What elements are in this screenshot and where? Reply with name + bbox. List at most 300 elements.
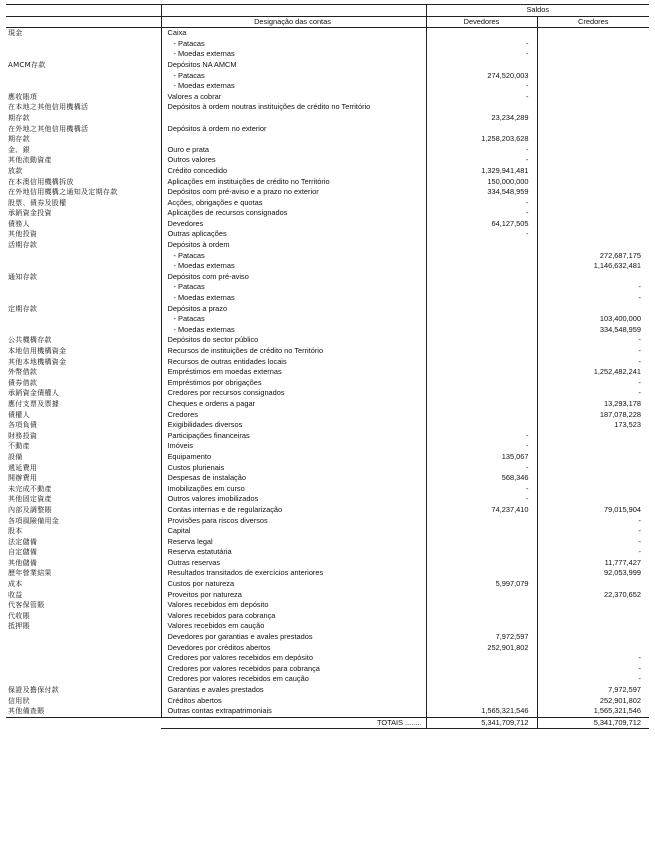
- table-row: [6, 240, 649, 251]
- table-row: [6, 39, 649, 50]
- account-name-pt: Credores por recursos consignados: [161, 388, 426, 399]
- account-name-zh: 開辦費用: [6, 473, 161, 484]
- account-name-pt: Outros valores imobilizados: [161, 494, 426, 505]
- table-row: [6, 261, 649, 272]
- table-row: [6, 473, 649, 484]
- account-name-zh: 通知存款: [6, 272, 161, 283]
- account-name-pt: Outros valores: [161, 155, 426, 166]
- table-row: [6, 494, 649, 505]
- table-row: [6, 484, 649, 495]
- debit-balance: -: [426, 81, 537, 92]
- debit-balance: 1,329,941,481: [426, 166, 537, 177]
- debit-balance: [426, 314, 537, 325]
- account-name-zh: 各項負債: [6, 420, 161, 431]
- totals-devedores: 5,341,709,712: [426, 717, 537, 729]
- debit-balance: -: [426, 39, 537, 50]
- credit-balance: [537, 155, 649, 166]
- table-row: [6, 388, 649, 399]
- debit-balance: [426, 621, 537, 632]
- credit-balance: [537, 632, 649, 643]
- account-name-zh: 設備: [6, 452, 161, 463]
- account-name-zh: 其他流動資產: [6, 155, 161, 166]
- table-row: [6, 431, 649, 442]
- credit-balance: 11,777,427: [604, 557, 642, 567]
- debit-balance: 64,127,505: [426, 219, 537, 230]
- account-name-pt: Valores recebidos para cobrança: [161, 611, 426, 622]
- debit-balance: [426, 388, 537, 399]
- debit-balance: [426, 282, 537, 293]
- debit-balance: [426, 272, 537, 283]
- table-row: [6, 632, 649, 643]
- account-name-zh: 抵押賬: [6, 621, 161, 632]
- credit-balance: -: [638, 653, 642, 663]
- debit-balance: [426, 696, 537, 707]
- table-row: [6, 441, 649, 452]
- credit-balance: [537, 124, 649, 135]
- debit-balance: [426, 399, 537, 410]
- table-row: [6, 558, 649, 569]
- credit-balance: [537, 473, 649, 484]
- debit-balance: [426, 568, 537, 579]
- debit-balance: [426, 304, 537, 315]
- account-name-zh: 承銷資金債權人: [6, 388, 161, 399]
- credit-balance: -: [638, 377, 642, 387]
- table-row: [6, 526, 649, 537]
- credit-balance: 272,687,175: [599, 250, 642, 260]
- debit-balance: -: [426, 431, 537, 442]
- account-name-zh: [6, 653, 161, 664]
- credit-balance: 1,146,632,481: [593, 261, 642, 271]
- table-row: [6, 685, 649, 696]
- table-row: [6, 664, 649, 675]
- credit-balance: [537, 441, 649, 452]
- account-name-zh: 其他本地機構資金: [6, 357, 161, 368]
- account-name-pt: Crédito concedido: [161, 166, 426, 177]
- table-row: [6, 208, 649, 219]
- table-row: [6, 399, 649, 410]
- table-row: [6, 579, 649, 590]
- account-name-pt: Recursos de instituições de crédito no Território: [161, 346, 426, 357]
- account-name-zh: 在本地之其他信用機構活: [6, 102, 161, 113]
- table-row: [6, 674, 649, 685]
- table-row: [6, 378, 649, 389]
- account-name-zh: 其他固定資產: [6, 494, 161, 505]
- credit-balance: -: [638, 663, 642, 673]
- debit-balance: [426, 28, 537, 39]
- debit-balance: [426, 251, 537, 262]
- saldos-heading: Saldos: [426, 5, 649, 17]
- account-name-zh: AMCM存款: [6, 60, 161, 71]
- table-row: [6, 420, 649, 431]
- credit-balance: [537, 49, 649, 60]
- account-name-pt: Recursos de outras entidades locais: [161, 357, 426, 368]
- account-name-pt: Depósitos a prazo: [161, 304, 426, 315]
- table-row: [6, 505, 649, 516]
- credit-balance: [537, 643, 649, 654]
- account-name-pt: Caixa: [161, 28, 426, 39]
- debit-balance: 5,997,079: [426, 579, 537, 590]
- credit-balance: [537, 198, 649, 209]
- table-row: [6, 124, 649, 135]
- credit-balance: [537, 579, 649, 590]
- account-name-zh: [6, 81, 161, 92]
- table-row: [6, 71, 649, 82]
- table-row: [6, 547, 649, 558]
- table-row: [6, 357, 649, 368]
- debit-balance: -: [426, 208, 537, 219]
- account-name-zh: 公共機構存款: [6, 335, 161, 346]
- credit-balance: 252,901,802: [599, 695, 642, 705]
- account-name-zh: 金、銀: [6, 145, 161, 156]
- credit-balance: [537, 452, 649, 463]
- debit-balance: [426, 611, 537, 622]
- debit-balance: -: [426, 229, 537, 240]
- table-row: [6, 49, 649, 60]
- account-name-zh: [6, 49, 161, 60]
- credit-balance: 13,293,178: [604, 398, 642, 408]
- debit-balance: [426, 516, 537, 527]
- account-name-zh: [6, 314, 161, 325]
- debit-balance: -: [426, 145, 537, 156]
- debit-balance: [426, 261, 537, 272]
- credit-balance: [537, 166, 649, 177]
- account-name-zh: 其他備查賬: [6, 706, 161, 717]
- debit-balance: -: [426, 92, 537, 103]
- table-row: [6, 177, 649, 188]
- account-name-zh: 自定儲備: [6, 547, 161, 558]
- credit-balance: 103,400,000: [599, 314, 642, 324]
- account-name-zh: 在本澳信用機構拆放: [6, 177, 161, 188]
- credit-balance: [537, 145, 649, 156]
- account-name-zh: [6, 71, 161, 82]
- account-name-pt: Depósitos NA AMCM: [161, 60, 426, 71]
- table-row: [6, 325, 649, 336]
- table-row: [6, 600, 649, 611]
- debit-balance: 1,258,203,628: [426, 134, 537, 145]
- credit-balance: 7,972,597: [608, 685, 642, 694]
- account-name-pt: Custos plurienais: [161, 463, 426, 474]
- credit-balance: -: [638, 674, 642, 684]
- debit-balance: 150,000,000: [426, 177, 537, 188]
- account-name-pt: Contas internas e de regularização: [161, 505, 426, 516]
- account-name-pt: Equipamento: [161, 452, 426, 463]
- credit-balance: -: [638, 526, 642, 536]
- debit-balance: -: [426, 198, 537, 209]
- account-name-pt: Depósitos à ordem noutras instituições de crédito no Território: [161, 102, 426, 113]
- credit-balance: 22,370,652: [604, 589, 642, 599]
- table-row: [6, 28, 649, 39]
- account-name-zh: 保證及擔保付款: [6, 685, 161, 696]
- account-name-pt: Devedores: [161, 219, 426, 230]
- account-name-pt: Credores por valores recebidos em caução: [161, 674, 426, 685]
- credit-balance: [537, 611, 649, 622]
- account-name-zh: 未完成不動產: [6, 484, 161, 495]
- debit-balance: 274,520,003: [426, 71, 537, 82]
- account-name-zh: 在外地之其他信用機構活: [6, 124, 161, 135]
- account-name-zh: [6, 39, 161, 50]
- account-name-zh: 外幣借款: [6, 367, 161, 378]
- table-row: [6, 113, 649, 124]
- table-row: [6, 272, 649, 283]
- account-name-zh: [6, 251, 161, 262]
- debit-balance: [426, 240, 537, 251]
- account-name-zh: 現金: [6, 28, 161, 39]
- credit-balance: -: [638, 293, 642, 303]
- credit-balance: [537, 177, 649, 188]
- debit-balance: -: [426, 49, 537, 60]
- account-name-pt: Outras contas extrapatrimoniais: [161, 706, 426, 717]
- credit-balance: [537, 208, 649, 219]
- debit-balance: [426, 367, 537, 378]
- credit-balance: [537, 219, 649, 230]
- account-name-zh: 收益: [6, 590, 161, 601]
- table-row: [6, 134, 649, 145]
- account-name-zh: [6, 325, 161, 336]
- account-name-zh: [6, 674, 161, 685]
- account-name-zh: 承銷資金投資: [6, 208, 161, 219]
- account-name-pt: Credores: [161, 410, 426, 421]
- table-row: [6, 92, 649, 103]
- account-name-pt: Exigibilidades diversos: [161, 420, 426, 431]
- account-name-zh: 活期存款: [6, 240, 161, 251]
- account-name-pt: Ouro e prata: [161, 145, 426, 156]
- credit-balance: [537, 621, 649, 632]
- account-name-zh: 債務人: [6, 219, 161, 230]
- table-row: [6, 187, 649, 198]
- credit-balance: [537, 272, 649, 283]
- debit-balance: [426, 102, 537, 113]
- account-name-zh: 定期存款: [6, 304, 161, 315]
- account-name-pt: Depósitos com pré-aviso e a prazo no exterior: [161, 187, 426, 198]
- table-row: [6, 537, 649, 548]
- credit-balance: [537, 484, 649, 495]
- table-row: [6, 367, 649, 378]
- account-name-pt: Capital: [161, 526, 426, 537]
- credit-balance: [537, 494, 649, 505]
- debit-balance: [426, 664, 537, 675]
- credores-heading: Credores: [537, 16, 649, 28]
- account-name-pt: Depósitos à ordem no exterior: [161, 124, 426, 135]
- account-name-zh: 在外地信用機構之通知及定期存款: [6, 187, 161, 198]
- debit-balance: 252,901,802: [426, 643, 537, 654]
- table-row: [6, 155, 649, 166]
- table-row: [6, 251, 649, 262]
- account-name-pt: - Moedas externas: [161, 261, 426, 272]
- account-name-zh: [6, 664, 161, 675]
- account-name-pt: Aplicações em instituições de crédito no Território: [161, 177, 426, 188]
- account-name-pt: Créditos abertos: [161, 696, 426, 707]
- account-name-pt: Imobilizações em curso: [161, 484, 426, 495]
- debit-balance: [426, 558, 537, 569]
- credit-balance: [537, 39, 649, 50]
- account-name-zh: 內部及調整賬: [6, 505, 161, 516]
- account-name-pt: Reserva estatutária: [161, 547, 426, 558]
- credit-balance: [537, 187, 649, 198]
- credit-balance: -: [638, 515, 642, 525]
- account-name-pt: - Patacas: [161, 71, 426, 82]
- debit-balance: [426, 420, 537, 431]
- credit-balance: -: [638, 547, 642, 557]
- credit-balance: -: [638, 346, 642, 355]
- account-name-pt: Acções, obrigações e quotas: [161, 198, 426, 209]
- debit-balance: 135,067: [426, 452, 537, 463]
- credit-balance: [537, 134, 649, 145]
- credit-balance: [537, 600, 649, 611]
- credit-balance: 92,053,999: [604, 568, 642, 578]
- account-name-pt: Devedores por créditos abertos: [161, 643, 426, 654]
- account-name-pt: Cheques e ordens a pagar: [161, 399, 426, 410]
- account-name-zh: 應收賬項: [6, 92, 161, 103]
- credit-balance: -: [638, 356, 642, 366]
- account-name-zh: 本地信用機構資金: [6, 346, 161, 357]
- account-name-zh: 其他儲備: [6, 558, 161, 569]
- debit-balance: [426, 124, 537, 135]
- credit-balance: [537, 240, 649, 251]
- credit-balance: [537, 81, 649, 92]
- account-name-zh: 股票、債券及股權: [6, 198, 161, 209]
- account-name-pt: - Moedas externas: [161, 49, 426, 60]
- table-row: [6, 643, 649, 654]
- account-name-zh: [6, 643, 161, 654]
- account-name-zh: 成本: [6, 579, 161, 590]
- credit-balance: [537, 113, 649, 124]
- debit-balance: [426, 325, 537, 336]
- table-row: [6, 516, 649, 527]
- table-row: [6, 304, 649, 315]
- debit-balance: [426, 674, 537, 685]
- account-name-zh: 財務投資: [6, 431, 161, 442]
- debit-balance: [426, 410, 537, 421]
- account-name-pt: Depósitos do sector público: [161, 335, 426, 346]
- account-name-zh: 遞延費用: [6, 463, 161, 474]
- debit-balance: 1,565,321,546: [426, 706, 537, 717]
- debit-balance: 23,234,289: [426, 113, 537, 124]
- account-name-zh: 歷年營業結果: [6, 568, 161, 579]
- credit-balance: [537, 229, 649, 240]
- debit-balance: -: [426, 484, 537, 495]
- credit-balance: -: [638, 536, 642, 546]
- table-row: [6, 346, 649, 357]
- account-name-pt: - Moedas externas: [161, 325, 426, 336]
- totals-credores: 5,341,709,712: [537, 717, 649, 729]
- debit-balance: [426, 537, 537, 548]
- header-row-saldos: [6, 5, 649, 17]
- account-name-pt: Outras aplicações: [161, 229, 426, 240]
- credit-balance: [537, 304, 649, 315]
- totals-label: TOTAIS ........: [161, 717, 426, 729]
- account-name-pt: Participações financeiras: [161, 431, 426, 442]
- account-name-pt: Imóveis: [161, 441, 426, 452]
- debit-balance: [426, 653, 537, 664]
- table-row: [6, 102, 649, 113]
- account-name-zh: 放款: [6, 166, 161, 177]
- account-name-pt: Reserva legal: [161, 537, 426, 548]
- credit-balance: [537, 92, 649, 103]
- debit-balance: -: [426, 463, 537, 474]
- designacao-heading: Designação das contas: [161, 16, 426, 28]
- account-name-pt: Depósitos com pré-aviso: [161, 272, 426, 283]
- debit-balance: [426, 526, 537, 537]
- account-name-zh: 期存款: [6, 113, 161, 124]
- table-row: [6, 229, 649, 240]
- credit-balance: 173,523: [614, 420, 642, 430]
- account-name-zh: 不動產: [6, 441, 161, 452]
- debit-balance: 74,237,410: [426, 505, 537, 516]
- account-name-zh: [6, 632, 161, 643]
- account-name-zh: [6, 261, 161, 272]
- credit-balance: -: [638, 335, 642, 345]
- account-name-pt: Despesas de instalação: [161, 473, 426, 484]
- debit-balance: -: [426, 494, 537, 505]
- balance-sheet: [6, 4, 649, 729]
- accounts-table: [6, 4, 649, 729]
- account-name-pt: - Patacas: [161, 251, 426, 262]
- credit-balance: [537, 102, 649, 113]
- account-name-pt: - Patacas: [161, 39, 426, 50]
- account-name-zh: 其他投資: [6, 229, 161, 240]
- debit-balance: [426, 293, 537, 304]
- table-row: [6, 463, 649, 474]
- account-name-zh: 期存款: [6, 134, 161, 145]
- debit-balance: -: [426, 441, 537, 452]
- account-name-zh: [6, 293, 161, 304]
- debit-balance: [426, 378, 537, 389]
- debit-balance: [426, 600, 537, 611]
- credit-balance: 79,015,904: [604, 504, 642, 514]
- debit-balance: [426, 346, 537, 357]
- account-name-zh: 債權人: [6, 410, 161, 421]
- table-row: [6, 590, 649, 601]
- account-name-zh: 債券借款: [6, 378, 161, 389]
- account-rows: [6, 28, 649, 718]
- table-row: [6, 335, 649, 346]
- table-row: [6, 653, 649, 664]
- debit-balance: 568,346: [426, 473, 537, 484]
- account-name-zh: 應付支票及票據: [6, 399, 161, 410]
- account-name-pt: - Patacas: [161, 314, 426, 325]
- table-row: [6, 282, 649, 293]
- credit-balance: -: [638, 388, 642, 398]
- account-name-pt: Empréstimos por obrigações: [161, 378, 426, 389]
- table-row: [6, 198, 649, 209]
- account-name-pt: - Moedas externas: [161, 293, 426, 304]
- account-name-pt: Proveitos por natureza: [161, 590, 426, 601]
- debit-balance: [426, 60, 537, 71]
- account-name-pt: Valores recebidos em caução: [161, 621, 426, 632]
- credit-balance: 1,252,482,241: [593, 367, 642, 377]
- account-name-pt: - Moedas externas: [161, 81, 426, 92]
- table-row: [6, 60, 649, 71]
- totals-row: [6, 717, 649, 729]
- account-name-zh: 股本: [6, 526, 161, 537]
- table-row: [6, 219, 649, 230]
- debit-balance: [426, 547, 537, 558]
- credit-balance: [537, 71, 649, 82]
- account-name-zh: 代收賬: [6, 611, 161, 622]
- account-name-pt: [161, 113, 426, 124]
- debit-balance: [426, 590, 537, 601]
- account-name-zh: 代客保管賬: [6, 600, 161, 611]
- table-row: [6, 706, 649, 717]
- credit-balance: [537, 431, 649, 442]
- table-row: [6, 611, 649, 622]
- account-name-pt: Empréstimos em moedas externas: [161, 367, 426, 378]
- account-name-zh: 信用狀: [6, 696, 161, 707]
- account-name-pt: Outras reservas: [161, 558, 426, 569]
- account-name-pt: Valores recebidos em depósito: [161, 600, 426, 611]
- table-row: [6, 293, 649, 304]
- account-name-pt: Credores por valores recebidos para cobrança: [161, 664, 426, 675]
